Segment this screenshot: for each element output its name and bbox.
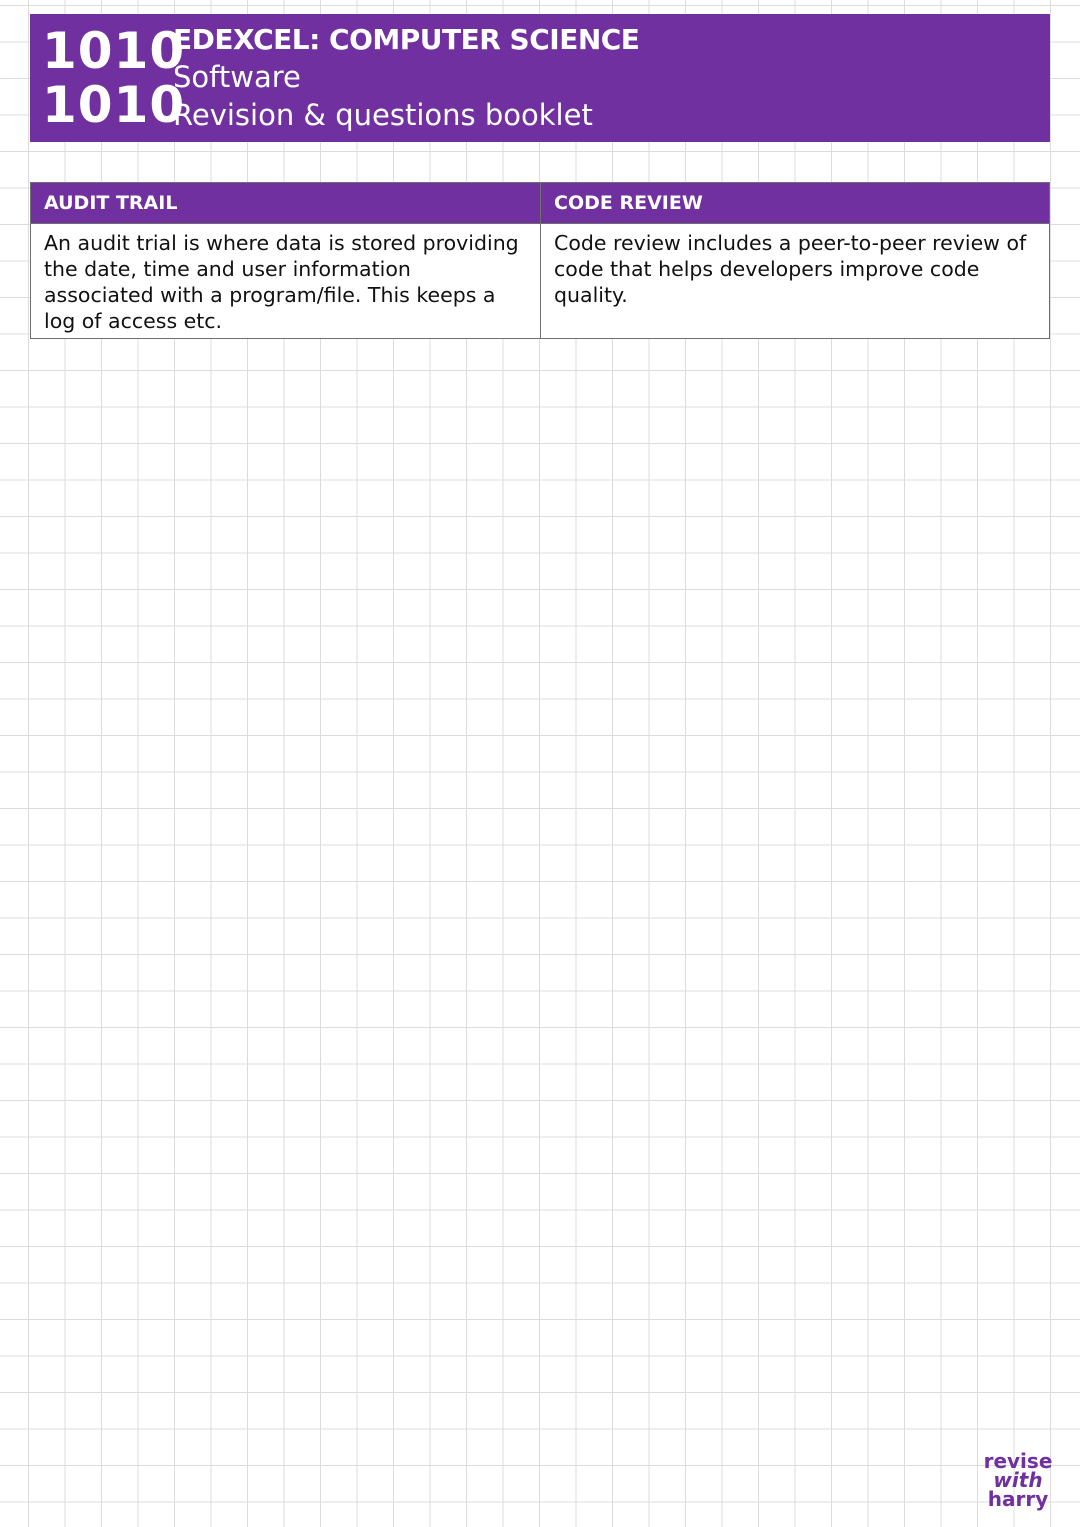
page-subtitle: Software [173, 60, 301, 94]
audit-trail-column [31, 183, 541, 338]
brand-line-1: revise [983, 1449, 1053, 1473]
brand-line-3: harry [987, 1487, 1049, 1511]
page-title: EDEXCEL: COMPUTER SCIENCE [173, 23, 640, 56]
logo-line-1: 1010 [42, 22, 186, 80]
page-subtitle-booklet: Revision & questions booklet [173, 98, 593, 132]
revise-with-harry-logo [980, 1449, 1056, 1511]
audit-trail-heading: AUDIT TRAIL [31, 183, 540, 224]
header-titles [173, 22, 639, 134]
code-review-text: Code review includes a peer-to-peer review of code that helps developers improve code quality. [554, 231, 1027, 307]
code-review-heading: CODE REVIEW [541, 183, 1049, 224]
logo-line-2: 1010 [42, 76, 186, 134]
audit-trail-text: An audit trial is where data is stored providing the date, time and user information associated with a program/file. This keeps a log of access etc. [44, 231, 519, 333]
page-header [30, 14, 1050, 142]
brand-line-2: with [993, 1468, 1043, 1492]
code-review-column [541, 183, 1049, 338]
definitions-table [30, 182, 1050, 339]
binary-logo [42, 22, 186, 134]
